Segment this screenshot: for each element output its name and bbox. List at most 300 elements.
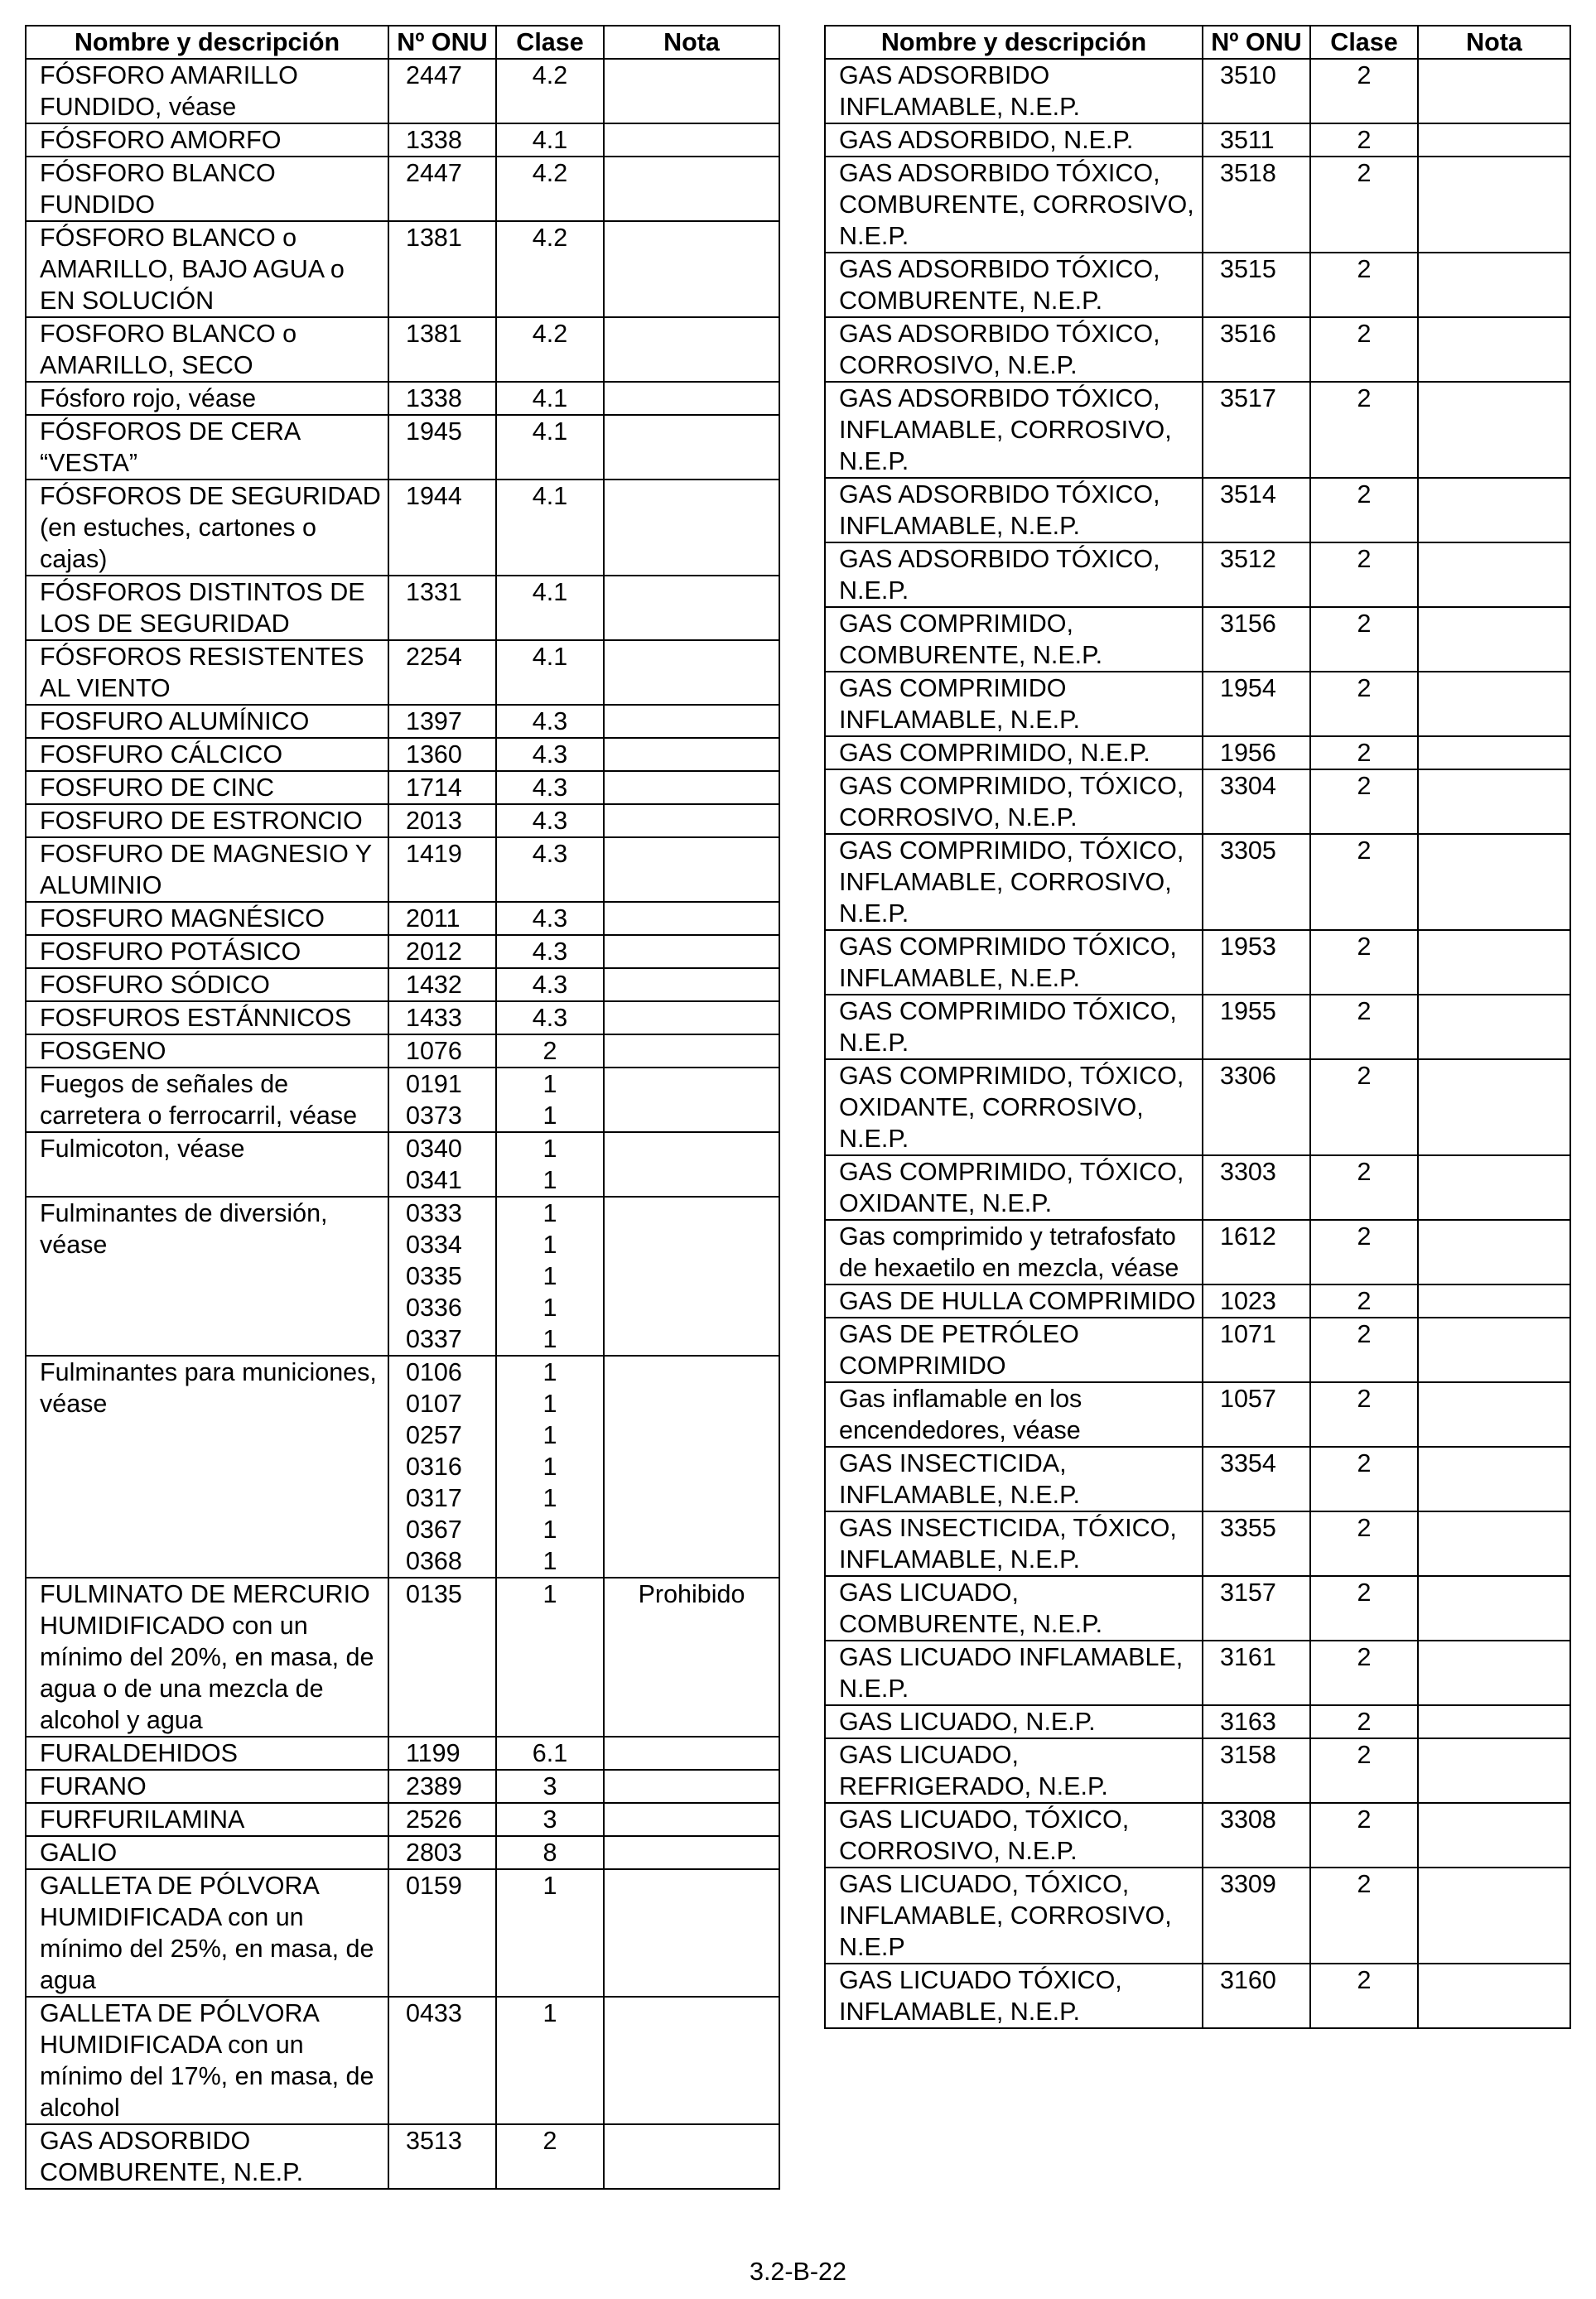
cell-nota <box>604 2124 779 2189</box>
cell-nota <box>1418 1511 1570 1576</box>
cell-clase: 2 <box>496 2124 604 2189</box>
header-clase: Clase <box>1310 26 1418 59</box>
table-body-left <box>26 59 779 2189</box>
cell-name: FOSFURO DE ESTRONCIO <box>26 804 388 837</box>
cell-onu: 1381 <box>388 221 496 317</box>
cell-clase: 2 <box>1310 930 1418 995</box>
cell-nota <box>604 968 779 1001</box>
table-row <box>26 640 779 705</box>
cell-name: FÓSFORO AMARILLO FUNDIDO, véase <box>26 59 388 123</box>
cell-clase: 4.1 <box>496 640 604 705</box>
table-row <box>825 1705 1570 1738</box>
cell-clase: 2 <box>1310 1318 1418 1382</box>
cell-onu: 1076 <box>388 1034 496 1068</box>
cell-nota <box>604 1836 779 1869</box>
cell-onu: 3514 <box>1203 478 1310 542</box>
cell-clase: 4.1 <box>496 576 604 640</box>
cell-nota <box>1418 478 1570 542</box>
cell-name: FÓSFORO BLANCO o AMARILLO, BAJO AGUA o EN SOLUCIÓN <box>26 221 388 317</box>
table-row <box>825 1511 1570 1576</box>
cell-clase: 2 <box>1310 157 1418 253</box>
table-row <box>26 738 779 771</box>
cell-name: GAS LICUADO, TÓXICO, INFLAMABLE, CORROSIVO, N.E.P <box>825 1868 1203 1964</box>
cell-onu: 3516 <box>1203 317 1310 382</box>
cell-nota <box>1418 672 1570 736</box>
cell-nota <box>1418 930 1570 995</box>
cell-nota <box>604 1869 779 1997</box>
cell-clase: 4.1 <box>496 415 604 480</box>
table-row <box>825 478 1570 542</box>
cell-onu: 0340 0341 <box>388 1132 496 1197</box>
cell-name: FÓSFORO BLANCO FUNDIDO <box>26 157 388 221</box>
cell-name: GALLETA DE PÓLVORA HUMIDIFICADA con un mínimo del 25%, en masa, de agua <box>26 1869 388 1997</box>
table-row <box>26 705 779 738</box>
cell-nota <box>604 415 779 480</box>
cell-name: GAS COMPRIMIDO TÓXICO, INFLAMABLE, N.E.P. <box>825 930 1203 995</box>
header-onu: Nº ONU <box>1203 26 1310 59</box>
table-row <box>825 1576 1570 1641</box>
cell-clase: 4.2 <box>496 59 604 123</box>
table-row <box>825 1318 1570 1382</box>
cell-onu: 0106 0107 0257 0316 0317 0367 0368 <box>388 1356 496 1578</box>
cell-onu: 2013 <box>388 804 496 837</box>
table-row <box>26 837 779 902</box>
cell-onu: 1433 <box>388 1001 496 1034</box>
cell-clase: 1 1 1 1 1 <box>496 1197 604 1356</box>
cell-clase: 4.3 <box>496 738 604 771</box>
cell-onu: 0135 <box>388 1578 496 1737</box>
cell-nota <box>1418 1964 1570 2028</box>
cell-nota <box>1418 542 1570 607</box>
cell-clase: 2 <box>1310 1155 1418 1220</box>
table-row <box>26 1737 779 1770</box>
cell-clase: 2 <box>1310 123 1418 157</box>
cell-name: GAS ADSORBIDO TÓXICO, N.E.P. <box>825 542 1203 607</box>
cell-onu: 3156 <box>1203 607 1310 672</box>
cell-nota: Prohibido <box>604 1578 779 1737</box>
table-row <box>825 253 1570 317</box>
cell-nota <box>1418 1284 1570 1318</box>
cell-onu: 3303 <box>1203 1155 1310 1220</box>
table-row <box>825 1059 1570 1155</box>
table-row <box>26 1034 779 1068</box>
cell-nota <box>1418 157 1570 253</box>
cell-name: GAS ADSORBIDO TÓXICO, INFLAMABLE, N.E.P. <box>825 478 1203 542</box>
cell-onu: 1953 <box>1203 930 1310 995</box>
cell-onu: 0333 0334 0335 0336 0337 <box>388 1197 496 1356</box>
cell-onu: 1338 <box>388 382 496 415</box>
cell-clase: 3 <box>496 1770 604 1803</box>
cell-clase: 6.1 <box>496 1737 604 1770</box>
table-row <box>26 1068 779 1132</box>
cell-onu: 1199 <box>388 1737 496 1770</box>
cell-onu: 3305 <box>1203 834 1310 930</box>
table-row <box>26 902 779 935</box>
cell-clase: 1 1 <box>496 1068 604 1132</box>
table-row <box>825 542 1570 607</box>
cell-name: GAS LICUADO, N.E.P. <box>825 1705 1203 1738</box>
cell-nota <box>1418 995 1570 1059</box>
cell-onu: 3354 <box>1203 1447 1310 1511</box>
header-name: Nombre y descripción <box>26 26 388 59</box>
cell-nota <box>604 157 779 221</box>
table-row <box>825 736 1570 769</box>
header-onu: Nº ONU <box>388 26 496 59</box>
cell-name: FOSFURO CÁLCICO <box>26 738 388 771</box>
cell-name: FÓSFOROS DISTINTOS DE LOS DE SEGURIDAD <box>26 576 388 640</box>
cell-name: GAS ADSORBIDO, N.E.P. <box>825 123 1203 157</box>
cell-onu: 1944 <box>388 480 496 576</box>
cell-name: GAS LICUADO INFLAMABLE, N.E.P. <box>825 1641 1203 1705</box>
cell-nota <box>1418 253 1570 317</box>
cell-clase: 2 <box>1310 317 1418 382</box>
cell-clase: 2 <box>1310 253 1418 317</box>
cell-nota <box>1418 834 1570 930</box>
cell-clase: 2 <box>1310 1576 1418 1641</box>
cell-onu: 1432 <box>388 968 496 1001</box>
table-row <box>26 2124 779 2189</box>
table-row <box>26 1836 779 1869</box>
cell-clase: 2 <box>1310 995 1418 1059</box>
cell-onu: 1945 <box>388 415 496 480</box>
table-row <box>825 1738 1570 1803</box>
cell-nota <box>604 1068 779 1132</box>
cell-clase: 4.3 <box>496 935 604 968</box>
cell-clase: 1 1 <box>496 1132 604 1197</box>
table-row <box>26 1803 779 1836</box>
cell-onu: 1714 <box>388 771 496 804</box>
cell-name: FOSFURO MAGNÉSICO <box>26 902 388 935</box>
cell-nota <box>604 317 779 382</box>
page-number: 3.2-B-22 <box>750 2258 846 2286</box>
table-row <box>26 1356 779 1578</box>
table-row <box>26 415 779 480</box>
table-row <box>26 1132 779 1197</box>
cell-name: GAS ADSORBIDO TÓXICO, CORROSIVO, N.E.P. <box>825 317 1203 382</box>
cell-nota <box>604 1803 779 1836</box>
cell-nota <box>604 771 779 804</box>
cell-name: GAS ADSORBIDO INFLAMABLE, N.E.P. <box>825 59 1203 123</box>
cell-name: Gas inflamable en los encendedores, véase <box>825 1382 1203 1447</box>
cell-name: Gas comprimido y tetrafosfato de hexaetilo en mezcla, véase <box>825 1220 1203 1284</box>
cell-clase: 1 1 1 1 1 1 1 <box>496 1356 604 1578</box>
cell-nota <box>604 1197 779 1356</box>
cell-onu: 3510 <box>1203 59 1310 123</box>
cell-nota <box>604 480 779 576</box>
cell-onu: 3515 <box>1203 253 1310 317</box>
cell-name: FOSFORO BLANCO o AMARILLO, SECO <box>26 317 388 382</box>
cell-nota <box>1418 769 1570 834</box>
cell-name: FOSFURO POTÁSICO <box>26 935 388 968</box>
cell-onu: 1057 <box>1203 1382 1310 1447</box>
cell-nota <box>1418 1382 1570 1447</box>
cell-clase: 1 <box>496 1578 604 1737</box>
cell-nota <box>604 738 779 771</box>
header-nota: Nota <box>604 26 779 59</box>
cell-nota <box>604 123 779 157</box>
cell-name: FÓSFOROS DE CERA “VESTA” <box>26 415 388 480</box>
cell-name: FÓSFOROS DE SEGURIDAD (en estuches, cartones o cajas) <box>26 480 388 576</box>
cell-name: GAS ADSORBIDO TÓXICO, COMBURENTE, CORROSIVO, N.E.P. <box>825 157 1203 253</box>
cell-onu: 3513 <box>388 2124 496 2189</box>
cell-name: Fulminantes para municiones, véase <box>26 1356 388 1578</box>
cell-clase: 2 <box>1310 834 1418 930</box>
cell-name: FOSFURO DE MAGNESIO Y ALUMINIO <box>26 837 388 902</box>
cell-clase: 2 <box>1310 607 1418 672</box>
cell-onu: 2526 <box>388 1803 496 1836</box>
cell-onu: 1381 <box>388 317 496 382</box>
cell-name: FOSFURO ALUMÍNICO <box>26 705 388 738</box>
table-row <box>26 968 779 1001</box>
table-row <box>825 834 1570 930</box>
cell-name: GAS COMPRIMIDO, COMBURENTE, N.E.P. <box>825 607 1203 672</box>
cell-clase: 2 <box>1310 1220 1418 1284</box>
cell-nota <box>1418 59 1570 123</box>
cell-name: GAS LICUADO, REFRIGERADO, N.E.P. <box>825 1738 1203 1803</box>
cell-name: FÓSFOROS RESISTENTES AL VIENTO <box>26 640 388 705</box>
cell-nota <box>604 576 779 640</box>
cell-onu: 1956 <box>1203 736 1310 769</box>
cell-clase: 2 <box>1310 542 1418 607</box>
table-row <box>825 1868 1570 1964</box>
table-row <box>825 1964 1570 2028</box>
cell-name: GAS INSECTICIDA, TÓXICO, INFLAMABLE, N.E.P. <box>825 1511 1203 1576</box>
cell-name: Fósforo rojo, véase <box>26 382 388 415</box>
cell-clase: 4.1 <box>496 123 604 157</box>
cell-nota <box>604 1034 779 1068</box>
cell-clase: 4.2 <box>496 221 604 317</box>
cell-name: GAS COMPRIMIDO, N.E.P. <box>825 736 1203 769</box>
cell-onu: 0159 <box>388 1869 496 1997</box>
cell-clase: 4.2 <box>496 157 604 221</box>
cell-name: GAS COMPRIMIDO INFLAMABLE, N.E.P. <box>825 672 1203 736</box>
cell-onu: 1360 <box>388 738 496 771</box>
table-row <box>825 1641 1570 1705</box>
table-row <box>825 59 1570 123</box>
cell-name: GAS DE PETRÓLEO COMPRIMIDO <box>825 1318 1203 1382</box>
cell-clase: 2 <box>1310 1511 1418 1576</box>
table-row <box>825 1803 1570 1868</box>
cell-nota <box>604 935 779 968</box>
cell-clase: 2 <box>1310 1868 1418 1964</box>
cell-nota <box>604 1356 779 1578</box>
cell-onu: 3518 <box>1203 157 1310 253</box>
table-row <box>26 480 779 576</box>
cell-name: GAS LICUADO, COMBURENTE, N.E.P. <box>825 1576 1203 1641</box>
cell-clase: 2 <box>1310 1964 1418 2028</box>
header-clase: Clase <box>496 26 604 59</box>
cell-onu: 1612 <box>1203 1220 1310 1284</box>
table-row <box>825 1284 1570 1318</box>
cell-clase: 1 <box>496 1869 604 1997</box>
cell-onu: 3355 <box>1203 1511 1310 1576</box>
cell-nota <box>604 59 779 123</box>
cell-nota <box>604 221 779 317</box>
cell-onu: 1023 <box>1203 1284 1310 1318</box>
cell-clase: 4.1 <box>496 480 604 576</box>
cell-onu: 1071 <box>1203 1318 1310 1382</box>
cell-name: FURFURILAMINA <box>26 1803 388 1836</box>
cell-clase: 1 <box>496 1997 604 2124</box>
table-row <box>825 672 1570 736</box>
cell-onu: 3160 <box>1203 1964 1310 2028</box>
cell-clase: 2 <box>1310 1705 1418 1738</box>
table-row <box>825 995 1570 1059</box>
cell-nota <box>1418 736 1570 769</box>
cell-nota <box>1418 382 1570 478</box>
cell-name: GAS ADSORBIDO TÓXICO, INFLAMABLE, CORROSIVO, N.E.P. <box>825 382 1203 478</box>
cell-onu: 2012 <box>388 935 496 968</box>
cell-name: FÓSFORO AMORFO <box>26 123 388 157</box>
cell-onu: 3517 <box>1203 382 1310 478</box>
cell-name: GAS COMPRIMIDO, TÓXICO, INFLAMABLE, CORROSIVO, N.E.P. <box>825 834 1203 930</box>
cell-nota <box>1418 1803 1570 1868</box>
cell-onu: 3309 <box>1203 1868 1310 1964</box>
table-header-row <box>825 26 1570 59</box>
cell-onu: 1954 <box>1203 672 1310 736</box>
cell-nota <box>604 902 779 935</box>
cell-onu: 1397 <box>388 705 496 738</box>
cell-clase: 4.2 <box>496 317 604 382</box>
cell-clase: 2 <box>1310 672 1418 736</box>
cell-nota <box>604 837 779 902</box>
cell-name: GAS INSECTICIDA, INFLAMABLE, N.E.P. <box>825 1447 1203 1511</box>
table-row <box>26 123 779 157</box>
cell-clase: 4.3 <box>496 804 604 837</box>
table-row <box>825 930 1570 995</box>
cell-clase: 2 <box>1310 1284 1418 1318</box>
table-row <box>26 59 779 123</box>
cell-nota <box>604 640 779 705</box>
cell-name: GAS COMPRIMIDO, TÓXICO, OXIDANTE, N.E.P. <box>825 1155 1203 1220</box>
table-row <box>825 607 1570 672</box>
cell-name: Fulminantes de diversión, véase <box>26 1197 388 1356</box>
table-header-row <box>26 26 779 59</box>
cell-clase: 2 <box>1310 1447 1418 1511</box>
cell-clase: 4.3 <box>496 968 604 1001</box>
cell-onu: 1331 <box>388 576 496 640</box>
dangerous-goods-table-right <box>824 25 1571 2029</box>
cell-onu: 3511 <box>1203 123 1310 157</box>
cell-clase: 2 <box>1310 736 1418 769</box>
table-row <box>26 1197 779 1356</box>
cell-clase: 4.3 <box>496 705 604 738</box>
cell-clase: 4.3 <box>496 771 604 804</box>
cell-onu: 1419 <box>388 837 496 902</box>
cell-clase: 2 <box>1310 1641 1418 1705</box>
header-name: Nombre y descripción <box>825 26 1203 59</box>
cell-clase: 2 <box>1310 1059 1418 1155</box>
cell-onu: 2389 <box>388 1770 496 1803</box>
cell-clase: 2 <box>1310 59 1418 123</box>
table-row <box>26 1001 779 1034</box>
cell-clase: 2 <box>1310 1738 1418 1803</box>
cell-name: FULMINATO DE MERCURIO HUMIDIFICADO con un mínimo del 20%, en masa, de agua o de una mezcla de alcohol y agua <box>26 1578 388 1737</box>
cell-nota <box>1418 607 1570 672</box>
header-nota: Nota <box>1418 26 1570 59</box>
table-row <box>825 1220 1570 1284</box>
cell-onu: 0433 <box>388 1997 496 2124</box>
cell-name: Fulmicoton, véase <box>26 1132 388 1197</box>
table-row <box>26 317 779 382</box>
table-row <box>26 1578 779 1737</box>
table-row <box>26 1770 779 1803</box>
cell-name: GAS COMPRIMIDO, TÓXICO, CORROSIVO, N.E.P. <box>825 769 1203 834</box>
cell-onu: 2447 <box>388 59 496 123</box>
table-row <box>26 576 779 640</box>
cell-name: FOSFURO SÓDICO <box>26 968 388 1001</box>
cell-onu: 3163 <box>1203 1705 1310 1738</box>
cell-onu: 3308 <box>1203 1803 1310 1868</box>
cell-nota <box>1418 1059 1570 1155</box>
cell-nota <box>1418 1738 1570 1803</box>
cell-clase: 2 <box>496 1034 604 1068</box>
table-row <box>26 221 779 317</box>
cell-nota <box>604 1997 779 2124</box>
cell-name: FOSGENO <box>26 1034 388 1068</box>
cell-name: GALIO <box>26 1836 388 1869</box>
cell-name: GAS COMPRIMIDO, TÓXICO, OXIDANTE, CORROSIVO, N.E.P. <box>825 1059 1203 1155</box>
cell-clase: 8 <box>496 1836 604 1869</box>
cell-clase: 2 <box>1310 1803 1418 1868</box>
cell-nota <box>1418 1576 1570 1641</box>
cell-nota <box>1418 317 1570 382</box>
cell-onu: 2254 <box>388 640 496 705</box>
cell-clase: 4.3 <box>496 837 604 902</box>
table-row <box>825 769 1570 834</box>
cell-clase: 3 <box>496 1803 604 1836</box>
cell-clase: 2 <box>1310 1382 1418 1447</box>
cell-nota <box>1418 1447 1570 1511</box>
cell-name: GALLETA DE PÓLVORA HUMIDIFICADA con un mínimo del 17%, en masa, de alcohol <box>26 1997 388 2124</box>
cell-clase: 2 <box>1310 769 1418 834</box>
cell-clase: 2 <box>1310 478 1418 542</box>
cell-name: GAS ADSORBIDO COMBURENTE, N.E.P. <box>26 2124 388 2189</box>
cell-onu: 3157 <box>1203 1576 1310 1641</box>
cell-name: FOSFUROS ESTÁNNICOS <box>26 1001 388 1034</box>
table-row <box>26 1869 779 1997</box>
cell-nota <box>604 1770 779 1803</box>
cell-nota <box>604 804 779 837</box>
table-row <box>825 123 1570 157</box>
cell-name: Fuegos de señales de carretera o ferrocarril, véase <box>26 1068 388 1132</box>
cell-onu: 2447 <box>388 157 496 221</box>
table-row <box>26 935 779 968</box>
cell-name: FOSFURO DE CINC <box>26 771 388 804</box>
cell-onu: 3158 <box>1203 1738 1310 1803</box>
cell-name: GAS ADSORBIDO TÓXICO, COMBURENTE, N.E.P. <box>825 253 1203 317</box>
cell-name: GAS LICUADO TÓXICO, INFLAMABLE, N.E.P. <box>825 1964 1203 2028</box>
table-row <box>825 157 1570 253</box>
cell-nota <box>604 705 779 738</box>
cell-nota <box>1418 1155 1570 1220</box>
cell-name: GAS COMPRIMIDO TÓXICO, N.E.P. <box>825 995 1203 1059</box>
cell-nota <box>1418 1868 1570 1964</box>
cell-nota <box>604 1737 779 1770</box>
cell-name: GAS DE HULLA COMPRIMIDO <box>825 1284 1203 1318</box>
cell-clase: 4.1 <box>496 382 604 415</box>
cell-onu: 2011 <box>388 902 496 935</box>
cell-onu: 3512 <box>1203 542 1310 607</box>
table-row <box>26 382 779 415</box>
cell-clase: 2 <box>1310 382 1418 478</box>
cell-nota <box>1418 1705 1570 1738</box>
cell-onu: 1955 <box>1203 995 1310 1059</box>
cell-nota <box>1418 1318 1570 1382</box>
cell-onu: 3161 <box>1203 1641 1310 1705</box>
cell-nota <box>1418 1641 1570 1705</box>
cell-onu: 3306 <box>1203 1059 1310 1155</box>
